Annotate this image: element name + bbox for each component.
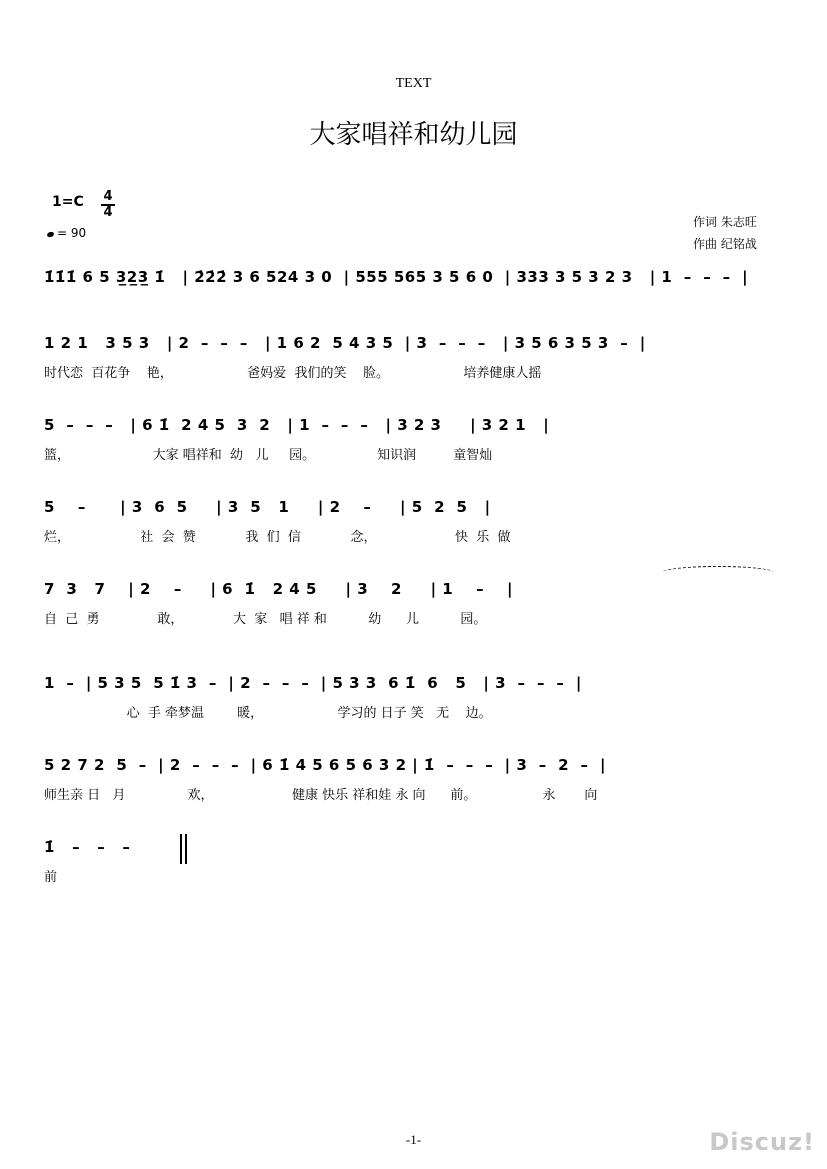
lyrics-line: 师生亲 日 月 欢， 健康 快乐 祥和娃 永 向 前。 永 向	[44, 788, 598, 803]
notation-line: 1̇1̇1̇ 6 5 3̲2̲3̲ 1̇ | 2̇2̇2̇ 3 6 524 3 0 | 555 565 3 5 6 0 | 333 3 5 3 2 3 | 1 – – – |	[44, 268, 749, 286]
header-text: TEXT	[395, 76, 432, 91]
tempo-marking	[47, 226, 86, 240]
score-row-8	[44, 838, 784, 885]
page-number: -1-	[405, 1132, 422, 1147]
lyrics-line: 前	[44, 870, 58, 885]
time-signature	[100, 190, 116, 220]
final-barline-thin	[180, 834, 182, 864]
lyrics-line: 时代恋 百花争 艳， 爸妈爱 我们的笑 脸。 培养健康人摇	[44, 366, 542, 381]
lyrics-line: 自 己 勇 敢， 大 家 唱 祥 和 幼 儿 园。	[44, 612, 487, 627]
final-barline-thick	[185, 834, 187, 864]
notation-line: 1 – | 5 3 5 5 1̇ 3 – | 2 – – – | 5 3 3 6 1̇ 6 5 | 3 – – – |	[44, 674, 582, 692]
score-row-6	[44, 674, 784, 721]
time-signature-top: 4	[103, 189, 113, 204]
score-row-5	[44, 580, 784, 627]
score-row-7	[44, 756, 784, 803]
notation-line: 7 3 7 | 2 – | 6 1̇ 2 4 5 | 3 2 | 1 – |	[44, 580, 513, 598]
composer-credit: 作曲 纪铭战	[693, 237, 757, 251]
notation-line: 1 2 1 3 5 3 | 2 – – – | 1 6 2 5 4 3 5 | 3 – – – | 3 5 6 3 5 3 – |	[44, 334, 646, 352]
watermark: Discuz!	[709, 1128, 815, 1156]
tempo-value: = 90	[57, 226, 87, 240]
lyricist-credit: 作词 朱志旺	[693, 215, 757, 229]
notation-line: 5 – | 3 6 5 | 3 5 1 | 2 – | 5 2 5 |	[44, 498, 491, 516]
notation-line: 5 – – – | 6 1̇ 2 4 5 3 2 | 1 – – – | 3 2 3 | 3 2 1 |	[44, 416, 550, 434]
time-signature-bottom: 4	[103, 205, 113, 220]
notation-line: 1̇ – – –	[44, 838, 131, 856]
quarter-note-icon	[46, 231, 54, 238]
song-title: 大家唱祥和幼儿园	[309, 120, 518, 150]
lyrics-line: 篮， 大家 唱祥和 幼 儿 园。 知识润 童智灿	[44, 448, 493, 463]
lyrics-line: 心 手 牵梦温 暖， 学习的 日子 笑 无 边。	[44, 706, 492, 721]
score-row-2	[44, 334, 784, 381]
notation-line: 5 2 7 2 5 – | 2 – – – | 6 1̇ 4 5 6 5 6 3 2 | 1̇ – – – | 3 – 2 – |	[44, 756, 606, 774]
score-row-3	[44, 416, 784, 463]
score-row-1	[44, 268, 784, 294]
tie-arc	[662, 566, 774, 579]
score-row-4	[44, 498, 784, 545]
lyrics-line: 烂， 社 会 赞 我 们 信 念， 快 乐 做	[44, 530, 511, 545]
key-signature: 1=C	[52, 194, 84, 210]
